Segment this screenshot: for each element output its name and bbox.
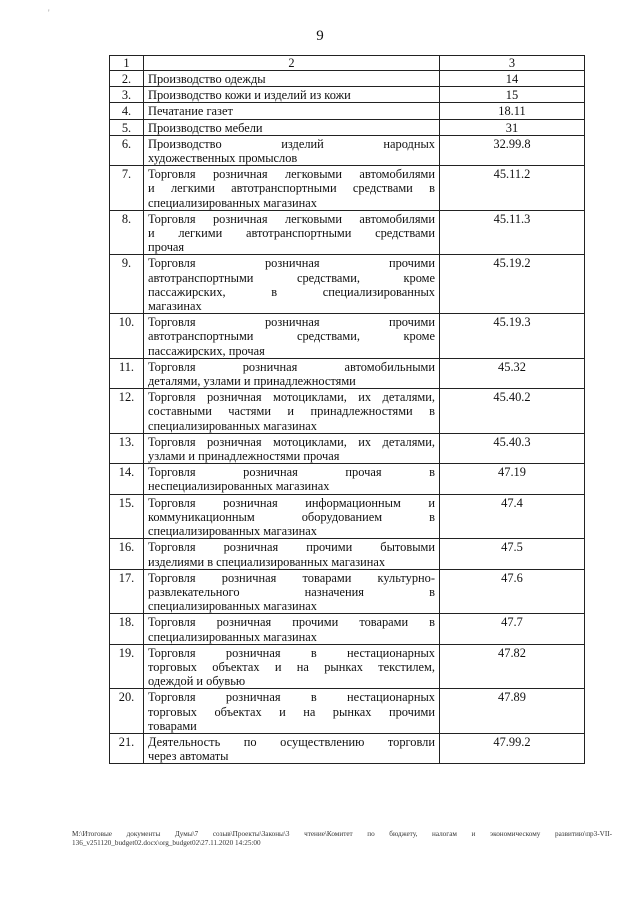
table-row [110, 494, 585, 539]
activity-name [144, 614, 440, 644]
activity-name [144, 210, 440, 255]
activity-name [144, 255, 440, 314]
activity-name [144, 358, 440, 388]
table-row [110, 166, 585, 211]
table-row [110, 433, 585, 463]
activity-name-line: пассажирских, прочая [148, 343, 265, 358]
table-row [110, 539, 585, 569]
activity-name-line: Торговля розничная прочими товарами в [148, 615, 435, 630]
okved-code: 47.5 [440, 539, 585, 569]
row-number: 20. [110, 689, 144, 734]
activity-name-line: Торговля розничная товарами культурно- [148, 570, 435, 585]
activity-name-line: специализированных магазинах [148, 599, 317, 614]
activity-name [144, 494, 440, 539]
activity-name-line: составными частями и принадлежностями в [148, 404, 435, 419]
activity-name-line: Печатание газет [148, 104, 233, 119]
okved-code: 47.19 [440, 464, 585, 494]
table-row [110, 119, 585, 135]
activity-name-line: Торговля розничная прочими бытовыми [148, 540, 435, 555]
activity-name [144, 71, 440, 87]
activity-name [144, 433, 440, 463]
row-number: 16. [110, 539, 144, 569]
activity-name-line: развлекательного назначения в [148, 584, 435, 599]
row-number: 10. [110, 314, 144, 359]
activity-name [144, 689, 440, 734]
activity-name [144, 87, 440, 103]
row-number: 5. [110, 119, 144, 135]
okved-code: 45.19.2 [440, 255, 585, 314]
activity-name-line: пассажирских, в специализированных [148, 284, 435, 299]
activity-name [144, 733, 440, 763]
activity-name-line: изделиями в специализированных магазинах [148, 554, 386, 569]
okved-code: 18.11 [440, 103, 585, 119]
okved-code: 45.11.2 [440, 166, 585, 211]
activity-name [144, 389, 440, 434]
header-cell-number: 1 [110, 56, 144, 71]
row-number: 6. [110, 135, 144, 165]
activity-name-line: и легкими автотранспортными средствами [148, 226, 435, 241]
okved-code: 32.99.8 [440, 135, 585, 165]
table-row [110, 389, 585, 434]
header-cell-activity: 2 [144, 56, 440, 71]
activity-name-line: одеждой и обувью [148, 674, 246, 689]
activity-name-line: торговых объектах и на рынках текстилем, [148, 659, 435, 674]
okved-code: 47.99.2 [440, 733, 585, 763]
row-number: 3. [110, 87, 144, 103]
activity-name-line: Торговля розничная прочая в [148, 465, 435, 480]
activity-name [144, 119, 440, 135]
activity-name [144, 166, 440, 211]
activity-name-line: деталями, узлами и принадлежностями [148, 374, 356, 389]
table-row [110, 87, 585, 103]
activity-name-line: магазинах [148, 299, 202, 314]
table-row [110, 135, 585, 165]
table-row [110, 733, 585, 763]
activity-name [144, 569, 440, 614]
row-number: 19. [110, 644, 144, 689]
activity-name-line: узлами и принадлежностями прочая [148, 449, 340, 464]
row-number: 8. [110, 210, 144, 255]
table-row [110, 464, 585, 494]
okved-code: 47.4 [440, 494, 585, 539]
okved-code: 31 [440, 119, 585, 135]
table-row [110, 569, 585, 614]
activity-name-line: Торговля розничная информационным и [148, 495, 435, 510]
row-number: 7. [110, 166, 144, 211]
footer-path-line-2: 136_v251120_budget02.docx\org_budget02\27.11.2020 14:25:00 [72, 839, 261, 847]
activity-name-line: специализированных магазинах [148, 418, 317, 433]
table-row [110, 689, 585, 734]
table-row [110, 210, 585, 255]
activity-name-line: и легкими автотранспортными средствами в [148, 181, 435, 196]
page-number: 9 [316, 28, 324, 44]
okved-code: 45.40.2 [440, 389, 585, 434]
row-number: 17. [110, 569, 144, 614]
okved-code: 45.11.3 [440, 210, 585, 255]
activity-name-line: коммуникационным оборудованием в [148, 509, 435, 524]
activity-name-line: автотранспортными средствами, кроме [148, 270, 435, 285]
activity-name-line: товарами [148, 718, 197, 733]
okved-code: 47.6 [440, 569, 585, 614]
okved-code: 14 [440, 71, 585, 87]
activity-name-line: Производство кожи и изделий из кожи [148, 88, 351, 103]
okved-code: 45.40.3 [440, 433, 585, 463]
row-number: 4. [110, 103, 144, 119]
activity-name-line: Торговля розничная в нестационарных [148, 645, 435, 660]
activity-name-line: прочая [148, 240, 185, 255]
activity-name-line: Торговля розничная легковыми автомобилями [148, 211, 435, 226]
activity-name-line: Торговля розничная прочими [148, 315, 435, 330]
row-number: 2. [110, 71, 144, 87]
activity-name-line: Производство одежды [148, 72, 266, 86]
table-row [110, 644, 585, 689]
activity-name [144, 314, 440, 359]
activity-name-line: Производство изделий народных [148, 136, 435, 151]
footer-path-line-1: М:\Итоговые документы Думы\7 созыв\Проекты\Законы\3 чтение\Комитет по бюджету, налогам и экономическому развитию\пр3-VII- [72, 830, 612, 838]
row-number: 18. [110, 614, 144, 644]
row-number: 21. [110, 733, 144, 763]
okved-code: 47.89 [440, 689, 585, 734]
table-row [110, 71, 585, 87]
activity-name-line: автотранспортными средствами, кроме [148, 329, 435, 344]
table-row [110, 103, 585, 119]
activity-name [144, 135, 440, 165]
row-number: 15. [110, 494, 144, 539]
table-row [110, 614, 585, 644]
activity-name [144, 103, 440, 119]
corner-mark: ' [48, 8, 50, 18]
document-path-footer [72, 830, 612, 848]
activity-name-line: специализированных магазинах [148, 524, 317, 539]
activities-table [109, 55, 585, 764]
activity-name-line: специализированных магазинах [148, 195, 317, 210]
activity-name-line: Торговля розничная прочими [148, 256, 435, 271]
okved-code: 45.32 [440, 358, 585, 388]
table-row [110, 358, 585, 388]
activity-name-line: Торговля розничная мотоциклами, их деталями, [148, 390, 435, 405]
header-cell-code: 3 [440, 56, 585, 71]
activity-name-line: через автоматы [148, 749, 229, 764]
row-number: 13. [110, 433, 144, 463]
activity-name-line: специализированных магазинах [148, 629, 317, 644]
row-number: 11. [110, 358, 144, 388]
okved-code: 47.82 [440, 644, 585, 689]
activity-name [144, 539, 440, 569]
activity-name-line: художественных промыслов [148, 151, 298, 166]
row-number: 9. [110, 255, 144, 314]
activity-name-line: Производство мебели [148, 120, 263, 135]
activity-name-line: неспециализированных магазинах [148, 479, 330, 494]
okved-code: 15 [440, 87, 585, 103]
okved-code: 47.7 [440, 614, 585, 644]
activity-name [144, 644, 440, 689]
activity-name-line: Торговля розничная автомобильными [148, 359, 435, 374]
activity-name-line: Торговля розничная мотоциклами, их деталями, [148, 434, 435, 449]
activity-name-line: торговых объектах и на рынках прочими [148, 704, 435, 719]
activity-name-line: Торговля розничная легковыми автомобилями [148, 167, 435, 182]
activity-name-line: Торговля розничная в нестационарных [148, 690, 435, 705]
table-header-row [110, 56, 585, 71]
activity-name [144, 464, 440, 494]
table-row [110, 255, 585, 314]
okved-code: 45.19.3 [440, 314, 585, 359]
row-number: 12. [110, 389, 144, 434]
activity-name-line: Деятельность по осуществлению торговли [148, 734, 435, 749]
table-row [110, 314, 585, 359]
row-number: 14. [110, 464, 144, 494]
